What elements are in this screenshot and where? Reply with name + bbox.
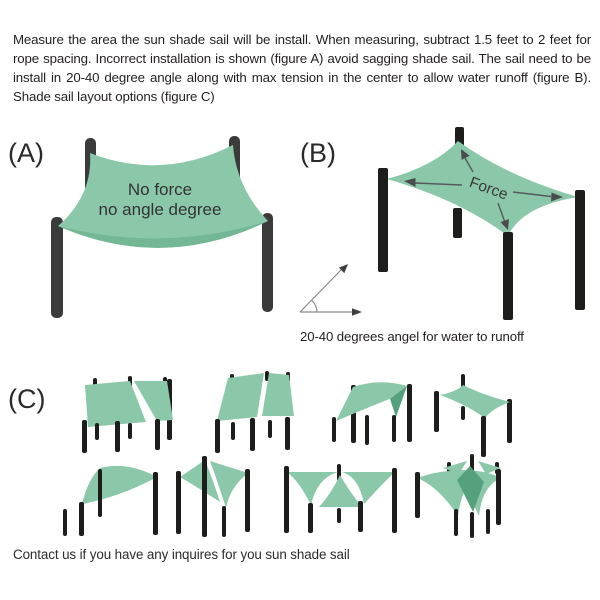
layout-three-triangles <box>284 464 397 533</box>
layout-two-triangles-slit <box>176 456 250 537</box>
figure-c-layout-options-diagram <box>0 360 600 545</box>
intro-text: Measure the area the sun shade sail will be install. When measuring, subtract 1.5 feet to 2 feet for rope spacing. Incorrect installation is shown (figure A) avoid sagging shade sail. The sail need to be install in 20-40 degree angle along with max tension in the center to allow water runoff (figure B). Shade sail layout options (figure C) <box>13 32 591 104</box>
layout-overlapping-triangles <box>415 454 501 538</box>
layout-single-triangle <box>63 466 158 536</box>
layout-four-point-sail <box>434 374 512 457</box>
figure-b-label: (B) <box>300 138 336 168</box>
footer-text: Contact us if you have any inquires for you sun shade sail <box>13 547 350 562</box>
runoff-angle-diagram <box>300 264 362 316</box>
figure-a-sagging-sail-diagram <box>0 125 295 360</box>
layout-twisted-sail <box>332 382 412 445</box>
figure-c-label: (C) <box>8 384 46 414</box>
angle-arrow-horizontal-head <box>352 308 362 315</box>
angle-arrow-diagonal-head <box>339 264 348 273</box>
no-force-text-line1: No force <box>127 180 193 199</box>
force-label: Force <box>467 174 511 204</box>
angle-caption: 20-40 degrees angel for water to runoff <box>300 329 524 344</box>
no-force-text-line2: no angle degree <box>98 200 222 219</box>
figure-b-tension-sail-diagram <box>295 125 600 360</box>
angle-arc <box>312 301 317 313</box>
layout-two-squares-gap <box>82 376 173 453</box>
figure-a-label: (A) <box>8 138 44 168</box>
layout-two-slanted-panels <box>215 371 294 453</box>
